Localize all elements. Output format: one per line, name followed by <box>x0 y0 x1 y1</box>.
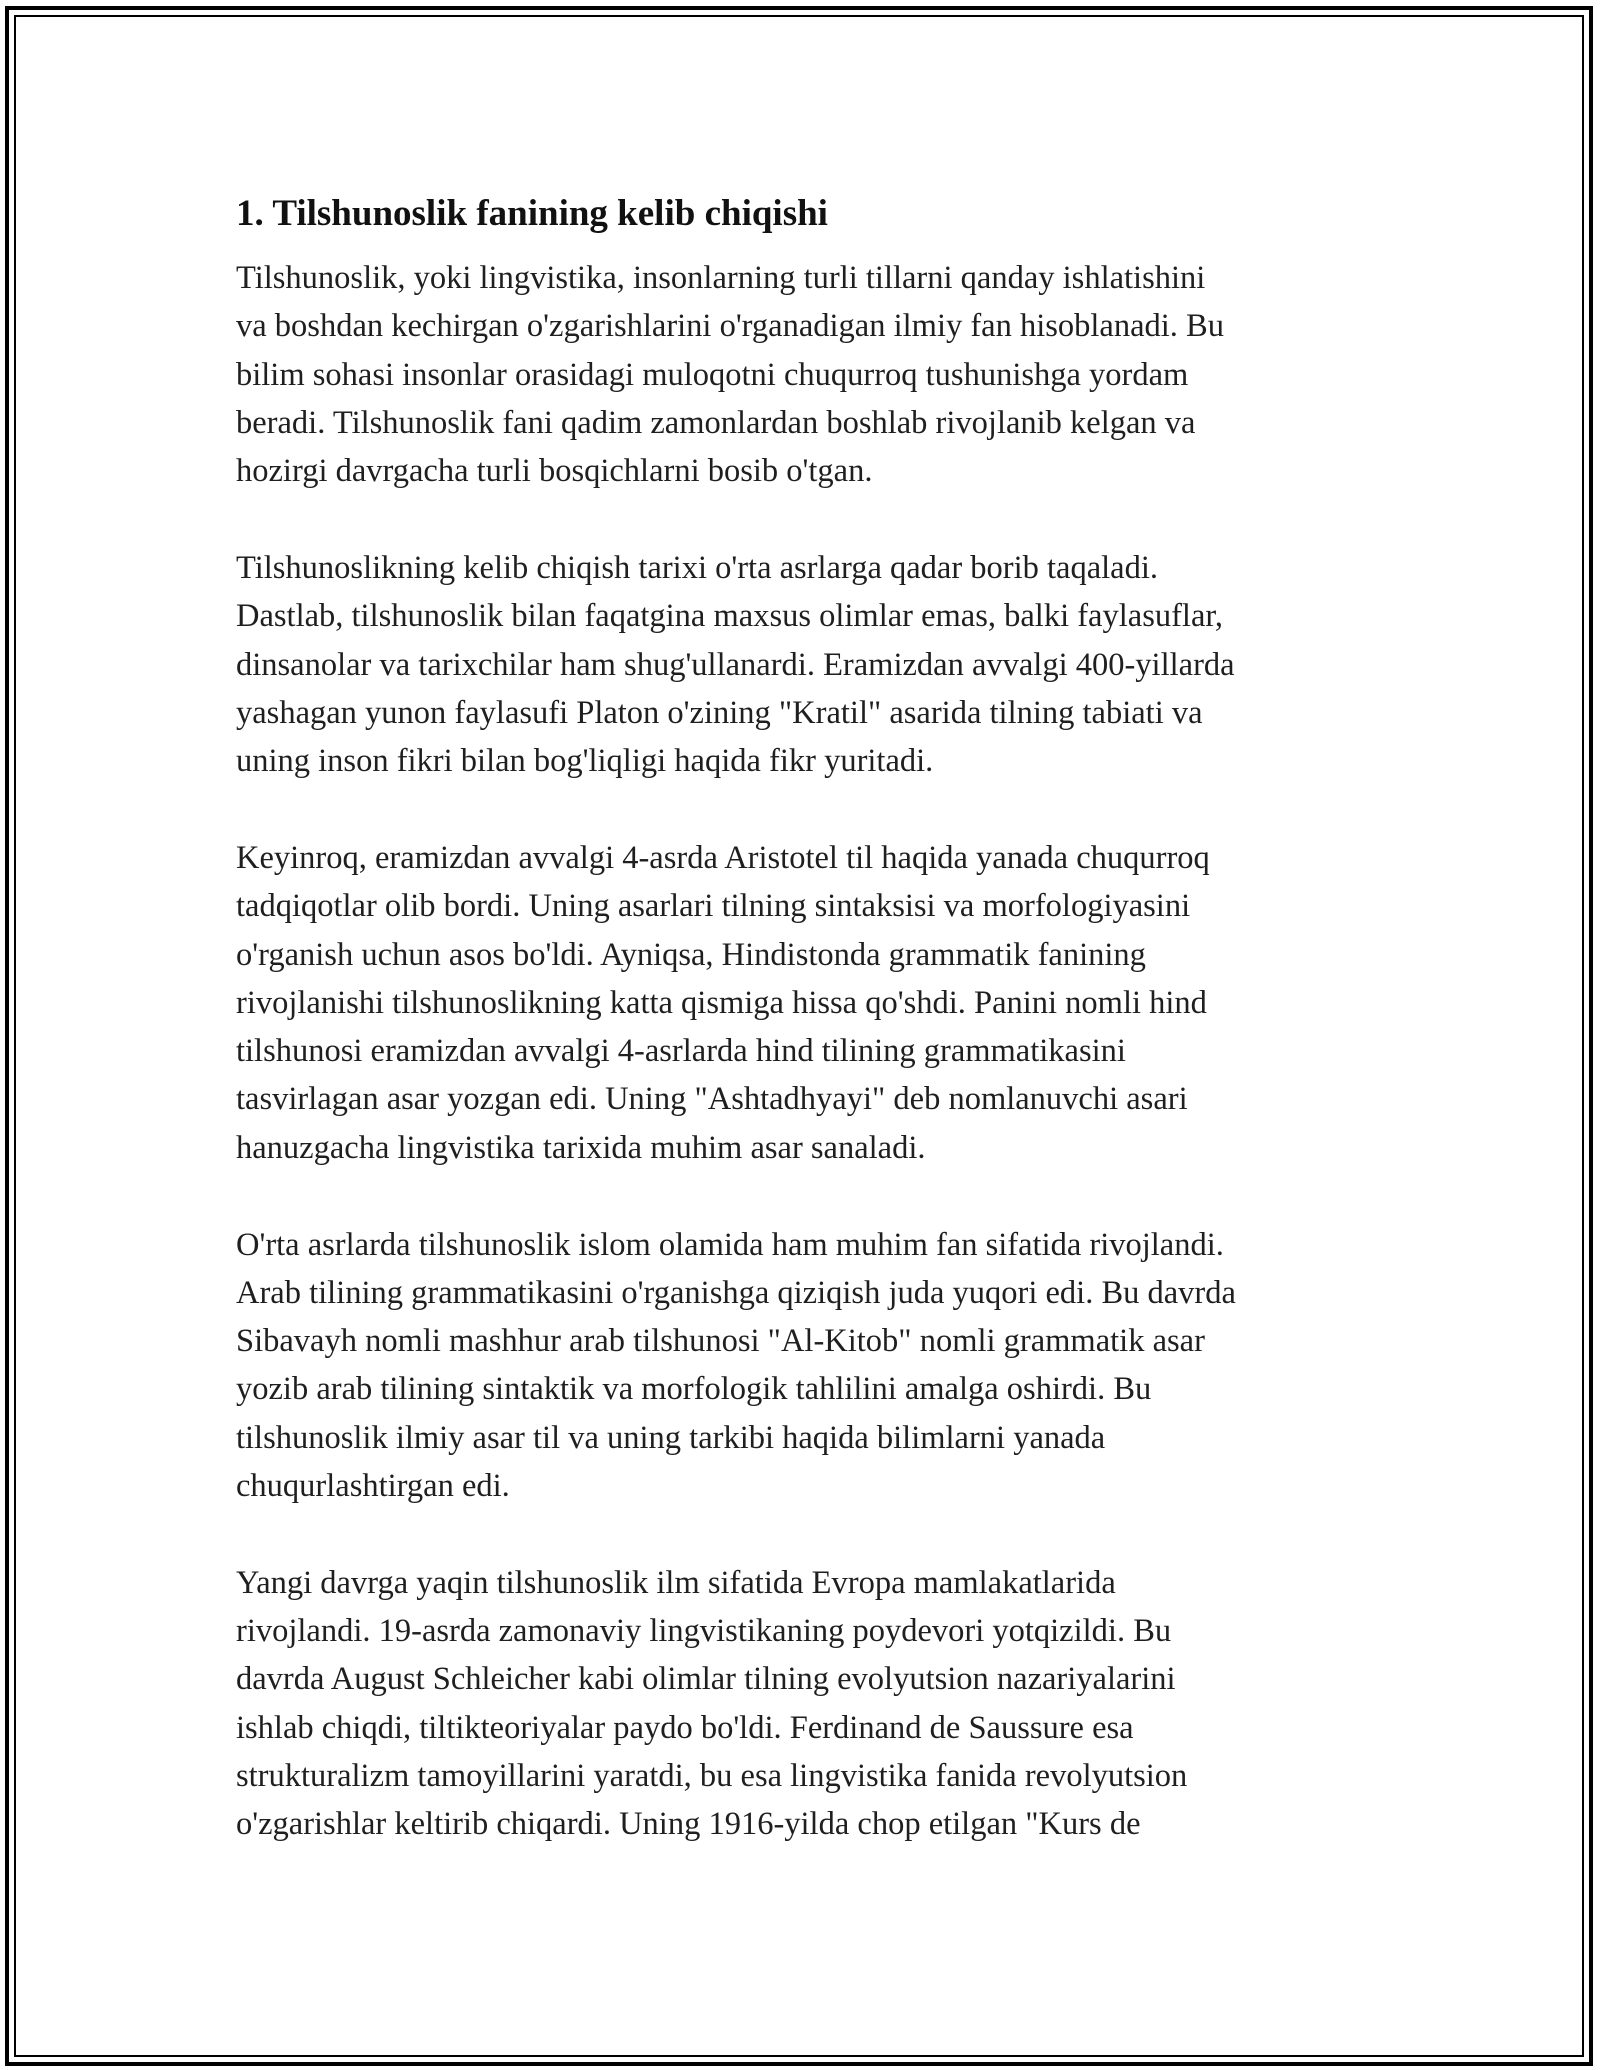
paragraph-line: chuqurlashtirgan edi. <box>236 1468 510 1505</box>
paragraph-line: yashagan yunon faylasufi Platon o'zining "Kratil" asarida tilning tabiati va <box>236 694 1203 731</box>
paragraph <box>236 544 1386 785</box>
document-body <box>236 186 1386 1897</box>
paragraph-line: Yangi davrga yaqin tilshunoslik ilm sifatida Evropa mamlakatlarida <box>236 1564 1116 1601</box>
paragraph-line: o'zgarishlar keltirib chiqardi. Uning 1916-yilda chop etilgan "Kurs de <box>236 1806 1141 1843</box>
paragraph-line: hozirgi davrgacha turli bosqichlarni bosib o'tgan. <box>236 453 873 490</box>
paragraph-line: strukturalizm tamoyillarini yaratdi, bu esa lingvistika fanida revolyutsion <box>236 1758 1188 1795</box>
paragraph-line: Dastlab, tilshunoslik bilan faqatgina maxsus olimlar emas, balki faylasuflar, <box>236 598 1224 635</box>
paragraph-line: ishlab chiqdi, tiltikteoriyalar paydo bo'ldi. Ferdinand de Saussure esa <box>236 1709 1134 1746</box>
paragraph-line: Tilshunoslikning kelib chiqish tarixi o'rta asrlarga qadar borib taqaladi. <box>236 549 1159 586</box>
paragraph-line: rivojlanishi tilshunoslikning katta qismiga hissa qo'shdi. Panini nomli hind <box>236 984 1207 1021</box>
paragraph-line: tasvirlagan asar yozgan edi. Uning "Ashtadhyayi" deb nomlanuvchi asari <box>236 1081 1188 1118</box>
paragraph-line: Keyinroq, eramizdan avvalgi 4-asrda Aristotel til haqida yanada chuqurroq <box>236 839 1210 876</box>
section-heading: 1. Tilshunoslik fanining kelib chiqishi <box>236 193 828 234</box>
paragraph-line: davrda August Schleicher kabi olimlar tilning evolyutsion nazariyalarini <box>236 1661 1176 1698</box>
paragraph-line: o'rganish uchun asos bo'ldi. Ayniqsa, Hindistonda grammatik fanining <box>236 936 1146 973</box>
paragraph-line: tilshunosi eramizdan avvalgi 4-asrlarda hind tilining grammatikasini <box>236 1033 1126 1070</box>
paragraph <box>236 254 1386 495</box>
paragraph-line: hanuzgacha lingvistika tarixida muhim asar sanaladi. <box>236 1129 926 1166</box>
paragraph-line: Tilshunoslik, yoki lingvistika, insonlarning turli tillarni qanday ishlatishini <box>236 260 1206 296</box>
paragraph-line: va boshdan kechirgan o'zgarishlarini o'rganadigan ilmiy fan hisoblanadi. Bu <box>236 308 1224 345</box>
paragraph-line: beradi. Tilshunoslik fani qadim zamonlardan boshlab rivojlanib kelgan va <box>236 404 1196 441</box>
paragraph-line: bilim sohasi insonlar orasidagi muloqotni chuqurroq tushunishga yordam <box>236 356 1189 393</box>
paragraph <box>236 1559 1386 1849</box>
paragraph-line: yozib arab tilining sintaktik va morfologik tahlilini amalga oshirdi. Bu <box>236 1371 1152 1408</box>
paragraph-line: uning inson fikri bilan bog'liqligi haqida fikr yuritadi. <box>236 743 934 780</box>
paragraph-line: dinsanolar va tarixchilar ham shug'ullanardi. Eramizdan avvalgi 400-yillarda <box>236 646 1235 683</box>
paragraph-line: Sibavayh nomli mashhur arab tilshunosi "Al-Kitob" nomli grammatik asar <box>236 1323 1205 1360</box>
paragraph-line: O'rta asrlarda tilshunoslik islom olamida ham muhim fan sifatida rivojlandi. <box>236 1226 1224 1263</box>
paragraph-line: Arab tilining grammatikasini o'rganishga qiziqish juda yuqori edi. Bu davrda <box>236 1274 1236 1311</box>
paragraph-list <box>236 254 1386 1849</box>
paragraph <box>236 1221 1386 1511</box>
paragraph-line: tilshunoslik ilmiy asar til va uning tarkibi haqida bilimlarni yanada <box>236 1419 1106 1456</box>
paragraph <box>236 834 1386 1172</box>
paragraph-line: tadqiqotlar olib bordi. Uning asarlari tilning sintaksisi va morfologiyasini <box>236 888 1191 925</box>
paragraph-line: rivojlandi. 19-asrda zamonaviy lingvistikaning poydevori yotqizildi. Bu <box>236 1613 1172 1650</box>
